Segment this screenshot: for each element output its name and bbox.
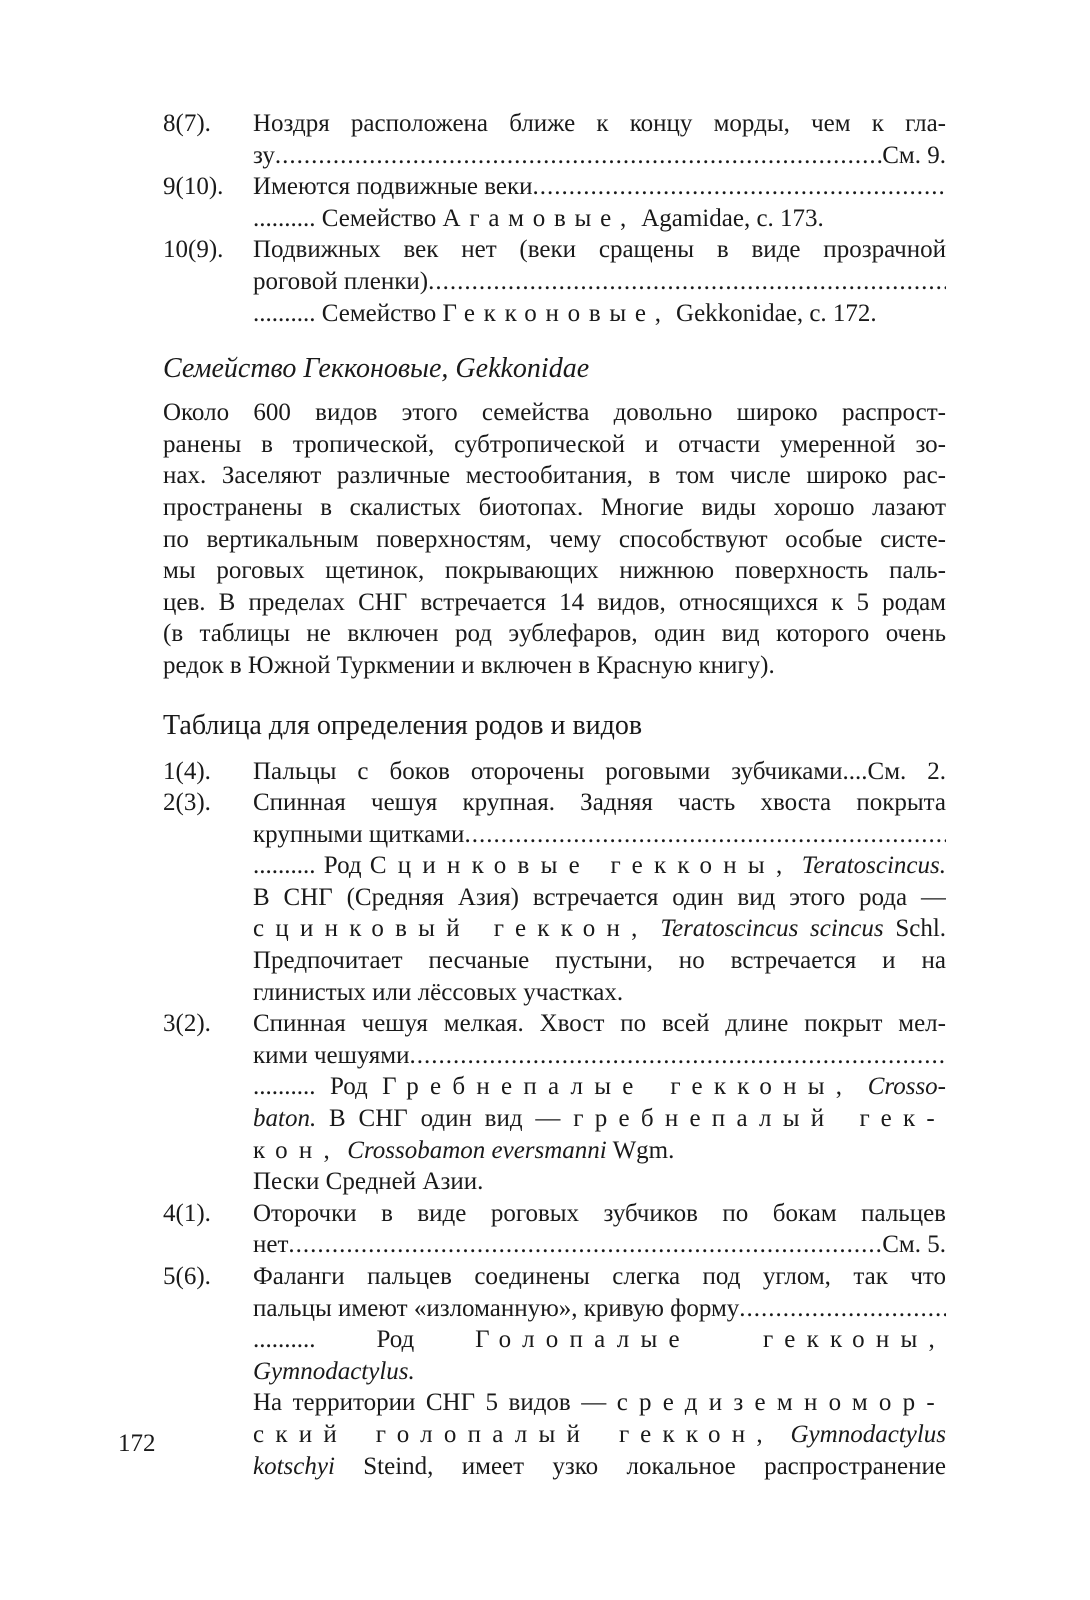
species-name-ru: гребнепалый гек- <box>573 1105 946 1133</box>
key-entry-9: 9(10). Имеются подвижные веки ..... .......... Семейство Агамовые, Agamidae, с. 173. <box>163 171 946 234</box>
page-content <box>163 108 946 1482</box>
entry-number: 8(7). <box>163 110 211 137</box>
genus-name-lat: Crosso- <box>867 1073 946 1101</box>
species-name-lat: Gymnodactylus <box>790 1420 946 1448</box>
species-name-lat: Crossobamon eversmanni <box>347 1136 607 1164</box>
cross-reference: См. 5. <box>882 1231 946 1259</box>
key-entry-5: 5(6). Фаланги пальцев соединены слегка под углом, так что пальцы имеют «изломанную», кривую форму ..... .......... Род Голопалые гекконы, Gymnodactylus. На территории СНГ 5 видов — средиземномор- ский голопалый геккон, Gymnodactylus kotschyi Steind, имеет узко локальное распространение <box>163 1261 946 1482</box>
key-entry-1: 1(4). Пальцы с боков оторочены роговыми зубчиками....См. 2. <box>163 757 946 785</box>
table-title: Таблица для определения родов и видов <box>163 709 643 741</box>
key-entry-3: 3(2). Спинная чешуя мелкая. Хвост по всей длине покрыт мел- кими чешуями ..... .......... Род Гребнепалые гекконы, Crosso- batоn. В СНГ один вид — гребнепалый гек- кон, Crossobamon eversmanni Wgm. Пески Средней Азии. <box>163 1008 946 1198</box>
key-entry-4: 4(1). Оторочки в виде роговых зубчиков по бокам пальцев нет ..... См. 5. <box>163 1198 946 1261</box>
key-table <box>163 756 946 1483</box>
family-name-ru: Гекконовые, <box>442 299 670 327</box>
genus-name-ru: Гребнепалые гекконы, <box>382 1073 854 1101</box>
species-name-ru: средиземномор- <box>616 1389 946 1417</box>
species-name-ru: сцинковый геккон, <box>253 915 649 943</box>
cross-reference: См. 9. <box>882 141 946 169</box>
entry-number: 9(10). <box>163 173 224 201</box>
key-top <box>163 108 946 329</box>
genus-name-ru: Голопалые гекконы, <box>475 1326 946 1354</box>
family-description: Около 600 видов этого семейства довольно широко распрост- ранены в тропической, субтропической и отчасти умеренной зо- нах. Заселяют различные местообитания, в том числе широко рас- пространены в скалистых биотопах. Многие виды хорошо лазают по вертикальным поверхностям, чему способствуют особые систе- мы роговых щетинок, покрывающих нижнюю поверхность паль- цев. В пределах СНГ встречается 14 видов, относящихся к 5 родам (в таблицы не включен род эублефаров, один вид которого очень редок в Южной Туркмении и включен в Красную книгу). <box>163 399 946 679</box>
key-entry-2: 2(3). Спинная чешуя крупная. Задняя часть хвоста покрыта крупными щитками ..... .......... Род Сцинковые гекконы, Teratoscincus. В СНГ (Средняя Азия) встречается один вид этого рода — сцинковый геккон, Teratoscincus scincus Schl. Предпочитает песчаные пустыни, но встречается и на глинистых или лёссовых участках. <box>163 787 946 1008</box>
genus-name-lat: Gymnodactylus. <box>253 1357 415 1385</box>
species-name-lat: Teratoscincus scincus <box>660 915 884 943</box>
page-number: 172 <box>118 1430 156 1457</box>
section-title: Семейство Гекконовые, Gekkonidae <box>163 353 590 385</box>
family-name-ru: Агамовые, <box>442 204 635 232</box>
entry-text: Ноздря расположена ближе к концу морды, чем к гла- <box>253 110 946 137</box>
genus-name-lat: Teratoscincus. <box>801 852 946 880</box>
key-entry-10: 10(9). Подвижных век нет (веки сращены в виде прозрачной роговой пленки) ..... .......... Семейство Гекконовые, Gekkonidae, с. 172. <box>163 234 946 329</box>
genus-name-ru: Сцинковые гекконы, <box>369 852 794 880</box>
family-name-lat: Agamidae, с. 173. <box>641 204 824 232</box>
entry-number: 10(9). <box>163 236 224 264</box>
family-name-lat: Gekkonidae, с. 172. <box>676 299 877 327</box>
key-entry-8: 8(7). Ноздря расположена ближе к концу морды, чем к гла- зу ..... См. 9. <box>163 108 946 171</box>
